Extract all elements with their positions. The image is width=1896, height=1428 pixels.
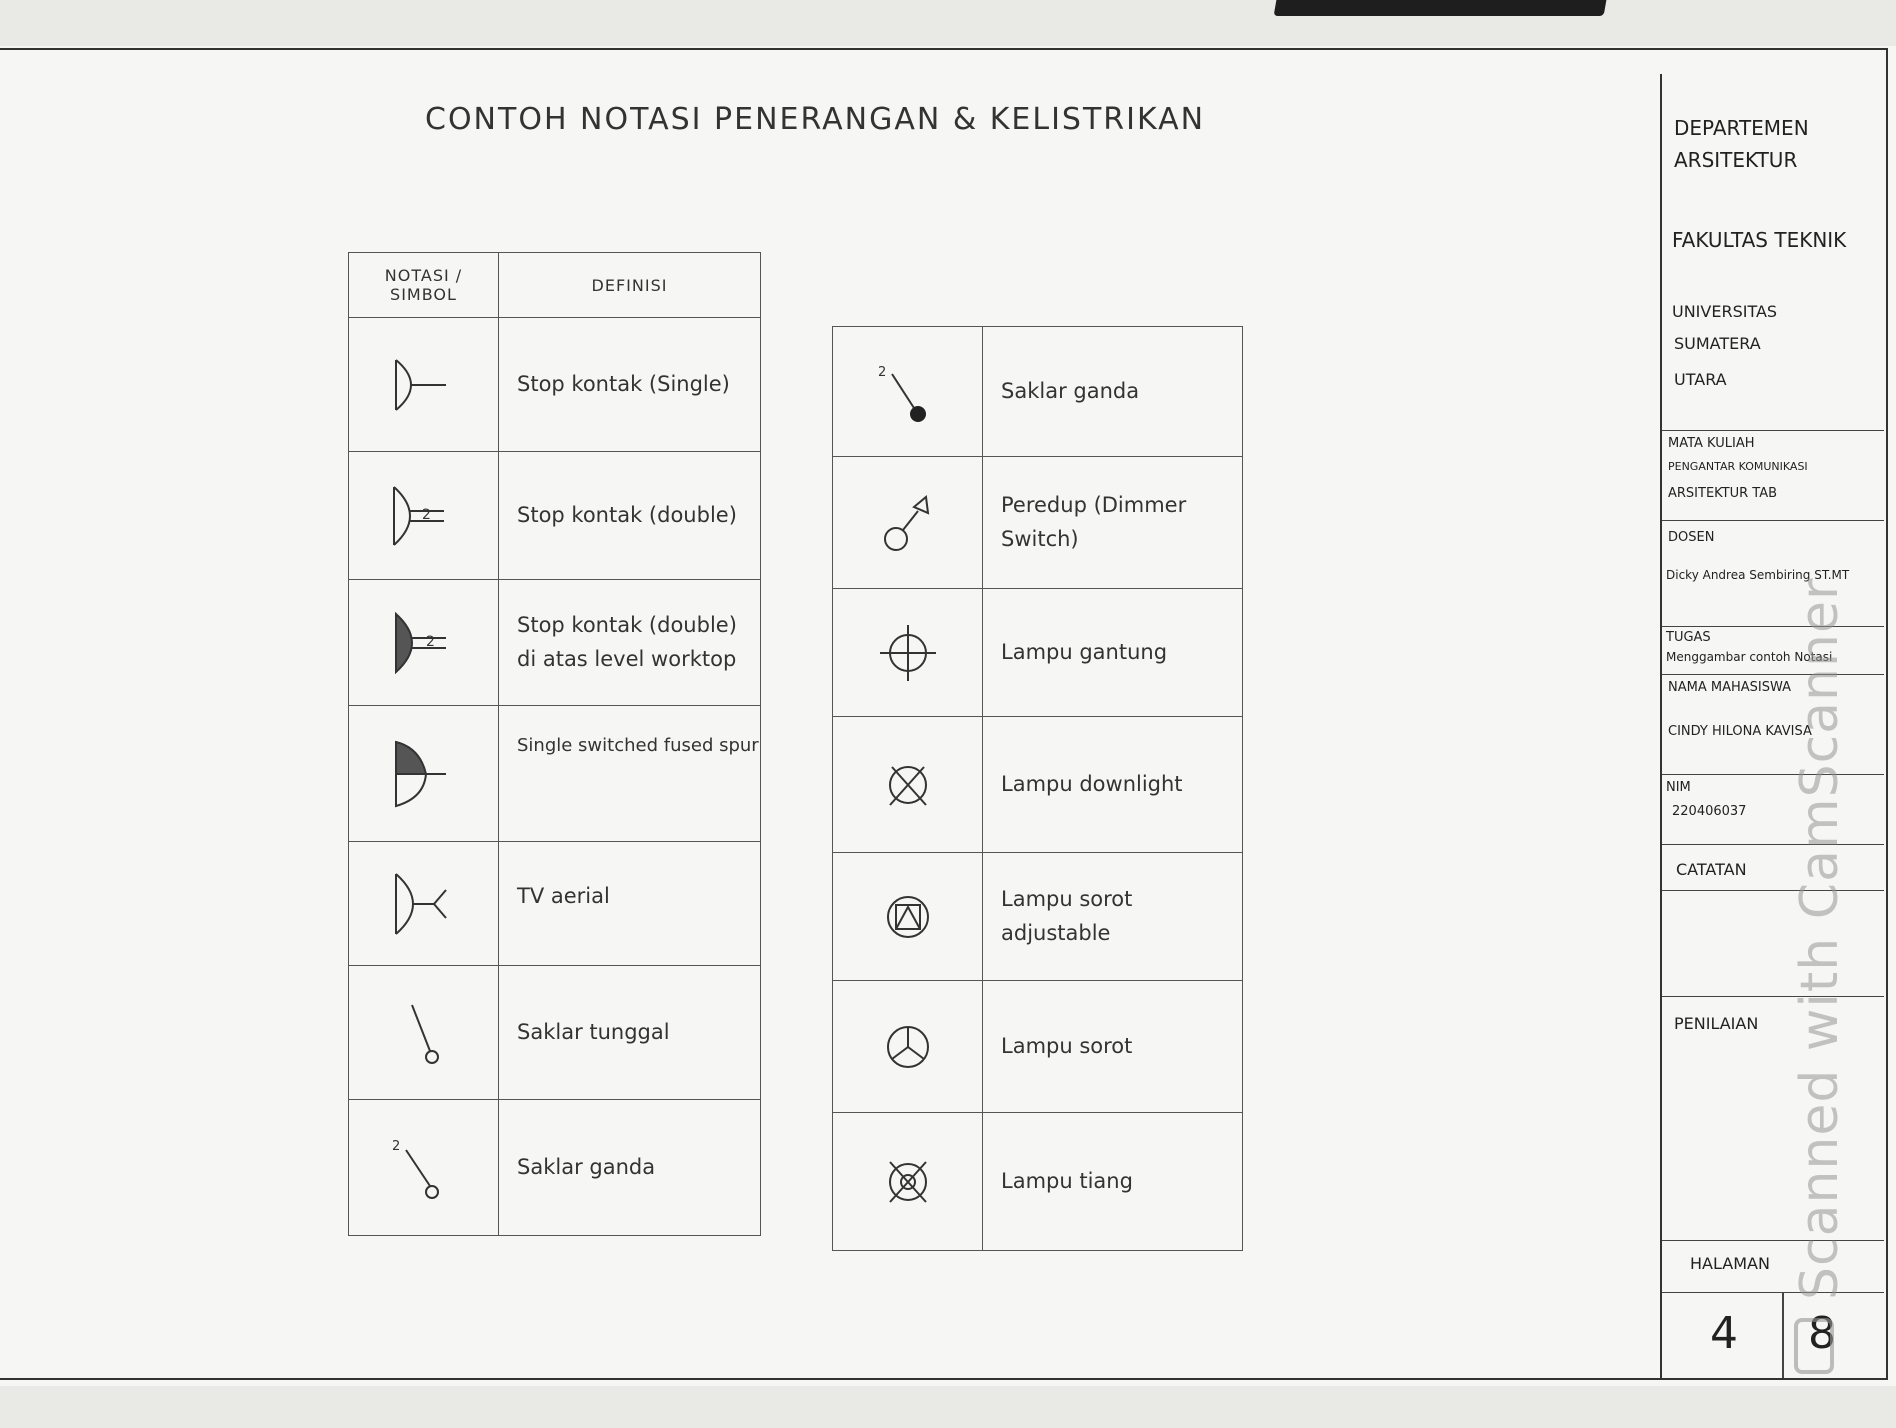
table-row	[833, 457, 1243, 589]
faculty: FAKULTAS TEKNIK	[1672, 228, 1847, 252]
socket-single-icon	[349, 318, 499, 452]
page-divider	[1782, 1292, 1784, 1378]
divider	[1662, 626, 1884, 627]
dimmer-switch-icon	[833, 457, 983, 589]
divider	[1662, 1240, 1884, 1241]
tv-aerial-icon	[349, 842, 499, 966]
header-definition: DEFINISI	[499, 253, 761, 318]
definition-text: Saklar tunggal	[499, 966, 761, 1100]
table-row	[349, 1100, 761, 1236]
socket-double-worktop-icon	[349, 580, 499, 706]
pole-lamp-icon	[833, 1113, 983, 1251]
page-total: 8	[1808, 1308, 1836, 1359]
definition-text: Stop kontak (double) di atas level worktop	[499, 580, 761, 706]
switch-double-filled-icon	[833, 327, 983, 457]
divider	[1662, 890, 1884, 891]
divider	[1662, 774, 1884, 775]
svg-text:2: 2	[425, 633, 435, 650]
divider	[1662, 844, 1884, 845]
definition-text: Peredup (Dimmer Switch)	[983, 457, 1243, 589]
adjustable-spot-icon	[833, 853, 983, 981]
course-line2: ARSITEKTUR TAB	[1668, 486, 1778, 501]
definition-text: TV aerial	[499, 842, 761, 966]
svg-text:2: 2	[877, 364, 886, 380]
university-line1: UNIVERSITAS	[1672, 302, 1778, 321]
header-symbol: NOTASI / SIMBOL	[349, 253, 499, 318]
clipboard-clip	[1274, 0, 1607, 16]
spot-lamp-icon	[833, 981, 983, 1113]
grade-label: PENILAIAN	[1674, 1014, 1759, 1033]
table-row	[833, 1113, 1243, 1251]
page-current: 4	[1710, 1308, 1738, 1359]
course-line1: PENGANTAR KOMUNIKASI	[1668, 460, 1808, 473]
lecturer-label: DOSEN	[1668, 530, 1715, 545]
definition-text: Saklar ganda	[983, 327, 1243, 457]
notation-table-right	[832, 326, 1243, 1251]
definition-text: Lampu sorot	[983, 981, 1243, 1113]
definition-text: Stop kontak (Single)	[499, 318, 761, 452]
university-line3: UTARA	[1674, 370, 1727, 389]
table-row	[833, 853, 1243, 981]
table-row	[833, 327, 1243, 457]
scanner-watermark: Scanned with CamScanner	[1790, 577, 1850, 1300]
divider	[1662, 520, 1884, 521]
svg-text:2: 2	[421, 506, 431, 523]
definition-text: Lampu downlight	[983, 717, 1243, 853]
svg-text:2: 2	[391, 1138, 400, 1154]
student-name: CINDY HILONA KAVISA	[1668, 724, 1812, 739]
definition-text: Lampu tiang	[983, 1113, 1243, 1251]
department-line1: DEPARTEMEN	[1674, 116, 1809, 140]
divider	[1662, 430, 1884, 431]
student-label: NAMA MAHASISWA	[1668, 680, 1792, 695]
table-row	[349, 842, 761, 966]
table-row	[349, 580, 761, 706]
definition-text: Lampu gantung	[983, 589, 1243, 717]
notation-table-left	[348, 252, 761, 1236]
table-row	[349, 966, 761, 1100]
table-row	[349, 318, 761, 452]
course-label: MATA KULIAH	[1668, 436, 1755, 451]
lecturer-name: Dicky Andrea Sembiring ST.MT	[1666, 568, 1850, 582]
table-row	[833, 981, 1243, 1113]
department-line2: ARSITEKTUR	[1674, 148, 1798, 172]
task-label: TUGAS	[1666, 630, 1711, 645]
page-label: HALAMAN	[1690, 1254, 1770, 1273]
divider	[1662, 1292, 1884, 1293]
nim-label: NIM	[1666, 780, 1691, 795]
pendant-lamp-icon	[833, 589, 983, 717]
divider	[1662, 996, 1884, 997]
socket-double-icon	[349, 452, 499, 580]
definition-text: Single switched fused spur	[499, 706, 761, 842]
definition-text: Saklar ganda	[499, 1100, 761, 1236]
table-row	[349, 706, 761, 842]
definition-text: Lampu sorot adjustable	[983, 853, 1243, 981]
task-text: Menggambar contoh Notasi	[1666, 650, 1833, 664]
divider	[1662, 674, 1884, 675]
fused-spur-icon	[349, 706, 499, 842]
table-row	[833, 589, 1243, 717]
nim-value: 220406037	[1672, 804, 1747, 819]
switch-double-icon	[349, 1100, 499, 1236]
downlight-icon	[833, 717, 983, 853]
switch-single-icon	[349, 966, 499, 1100]
camscanner-logo-icon	[1794, 1318, 1834, 1374]
table-row	[349, 452, 761, 580]
notes-label: CATATAN	[1676, 860, 1747, 879]
table-row	[833, 717, 1243, 853]
sheet-title: CONTOH NOTASI PENERANGAN & KELISTRIKAN	[425, 102, 1206, 137]
definition-text: Stop kontak (double)	[499, 452, 761, 580]
university-line2: SUMATERA	[1674, 334, 1761, 353]
